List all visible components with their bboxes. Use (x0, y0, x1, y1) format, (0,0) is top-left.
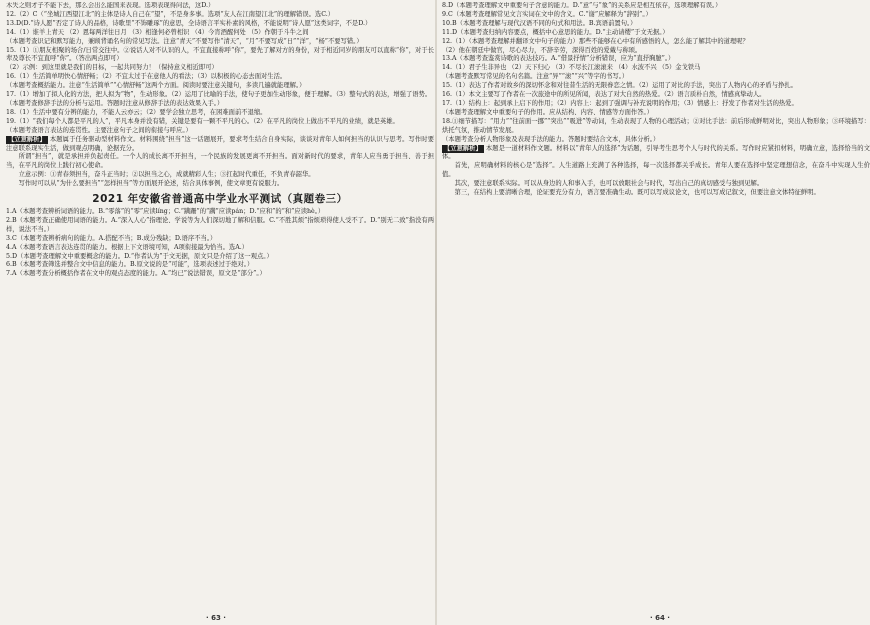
answer-paragraph: （2）示例：到这里就是我们的目标，一起共同努力！（保持意义相近即可） (6, 64, 218, 72)
page-number-left: · 63 · (206, 614, 226, 622)
answer-paragraph: 9.C（本题考查理解常见文言实词在文中的含义。C.“谢”应解释为“辞别”。） (442, 10, 652, 18)
answer-paragraph: 13.D(D.“诗人愿”否定了诗人的品格，诗歌里“不饰雕琢”的意思，全诗语言平实朴素的风格，不能说明“诗人愿”这类词字，不是D.） (6, 19, 372, 27)
essay-paragraph: 立意示例：①青春须担当，奋斗正当时；②以担当之心，成就精彩人生；③扛起时代重任，不负青春韶华。 (18, 171, 315, 179)
right-page (442, 2, 870, 614)
essay-tag: 【立意解析】 (444, 144, 482, 152)
page-number-right: · 64 · (650, 614, 670, 622)
left-top-answers (6, 2, 434, 136)
answer-paragraph: 14.（1）谁羊上青天 （2）恩每两洋往日月 （3）相逢何必曾相识 （4）今宵酒醒何处 （5）作朝于斗牛之间 (6, 28, 309, 36)
answer-paragraph: 5.D（本题考查理解文中重要概念的能力。D.“作者认为”于文无据，原文只是介绍了这一观点。） (6, 252, 273, 260)
answer-paragraph: 17.（1）结构上：起到承上启下的作用；（2）内容上：起到了强调与补充说明的作用；（3）情感上：抒发了作者对生活的热爱。 (442, 99, 798, 107)
answer-paragraph: 13.A（本题考查鉴赏诗歌的表达技巧。A.“借景抒情”分析错误，应为“直抒胸臆”。） (442, 55, 675, 63)
answer-paragraph: 8.D（本题考查理解文中重要句子含意的能力。D.“意”与“象”的关系应是相互依存，选项理解有误。） (442, 2, 722, 9)
answer-paragraph: 4.A（本题考查语言表达连贯的能力。根据上下文语境可知，A项衔接最为恰当。选A.） (6, 243, 249, 251)
answer-paragraph: 14.（1）君子生非异也 （2）天下归心 （3）不尽长江滚滚来 （4）水波不兴 （5）金戈铁马 (442, 64, 701, 72)
answer-paragraph: 16.（1）本文主要写了作者在一次旅途中的所见所闻，表达了对大自然的热爱。（2）语言质朴自然，情感真挚动人。 (442, 91, 766, 99)
answer-paragraph: （本题考查分析人物形象及表现手法的能力。答题时要结合文本，具体分析。） (442, 135, 660, 143)
essay-tag: 【立意解析】 (8, 135, 46, 143)
section-title: 2021 年安徽省普通高中学业水平测试（真题卷三） (92, 193, 348, 206)
answer-paragraph: 17.（1）增加了拟人化的方法，把人拟为“物”，生动形象。（2）运用了比喻的手法，使句子更加生动形象，便于理解。（3）整句式的表达，增强了语势。 (6, 91, 432, 99)
answer-paragraph: 15.（1）表达了作者对故乡的深切怀念和对往昔生活的无限眷恋之情。（2）运用了对比的手法，突出了人物内心的矛盾与挣扎。 (442, 82, 797, 90)
essay-intro (6, 136, 434, 154)
essay-intro (442, 145, 870, 163)
answer-paragraph: 2.B（本题考查正确使用词语的能力。A.“深入人心”指理论、学说等为人们深切地了解和信服。C.“不胜其烦”指烦琐得使人受不了。D.“别无二致”指没有两样，说法不当。） (6, 216, 434, 233)
left-page (6, 2, 434, 614)
answer-paragraph: （2）他在朝廷中做官，尽心尽力，不辞辛劳，深得百姓的爱戴与称颂。 (442, 46, 642, 54)
essay-paragraph: 本题属于任务驱动型材料作文。材料围绕“担当”这一话题展开，要求考生结合自身实际，谈谈对青年人如何担当的认识与思考。写作时要注意联系现实生活，做到观点明确，论据充分。 (6, 135, 434, 152)
answer-paragraph: （本题考查修辞手法的分析与运用。答题时注意从修辞手法的表达效果入手。） (6, 99, 224, 107)
answer-paragraph: 19.（1）“我们每个人都是平凡的人”，平凡本身并没有错，关键是要有一颗不平凡的心。（2）在平凡的岗位上做出不平凡的业绩，就是英雄。 (6, 117, 399, 125)
answer-paragraph: 10.B（本题考查理解与现代汉语不同的句式和用法。B.宾语前置句。） (442, 19, 637, 27)
answer-paragraph: 6.B（本题考查筛选并整合文中信息的能力。B.原文说的是“可能”，选项表述过于绝对。） (6, 261, 254, 269)
answer-paragraph: 12.（1）（本题考查理解并翻译文中句子的能力）那些不能够在心中有所感悟的人，怎么能了解其中的道理呢？ (442, 37, 749, 45)
answer-paragraph: 18.（1）生活中要有分辨的能力，不能人云亦云；（2）要学会独立思考，在困难面前不退缩。 (6, 108, 267, 116)
answer-paragraph: （本题考查默写常见的名句名篇。注意“异”“滚”“兴”等字的书写。） (442, 73, 629, 81)
essay-paragraph: 其次，要注意联系实际。可以从身边的人和事入手，也可以放眼社会与时代，写出自己的真切感受与独到见解。 (454, 180, 764, 188)
answer-paragraph: （本题考查识记和默写能力，兼顾背诵名句的常见写法。注意“青天”不要写作“清天”，“月”不要写成“日”“洋”，“杨”不要写错。） (6, 37, 363, 45)
left-essay-block (6, 136, 434, 189)
answer-paragraph: 12.（2）C（“坐城江西望江北”的主体是诗人自己在“望”，不是身多事。选项“友人在江南望江北”的理解错误。选C.） (6, 10, 335, 18)
essay-paragraph: 首先，应明确材料的核心是“选择”。人生道路上充满了各种选择，每一次选择都关乎成长。青年人要在选择中坚定理想信念，在奋斗中实现人生价值。 (442, 162, 870, 179)
essay-paragraph: 第三，在结构上要清晰合理，论证要充分有力，语言要准确生动。既可以写成议论文，也可以写成记叙文，但要注意文体特征鲜明。 (454, 189, 820, 197)
left-section-answers (6, 208, 434, 279)
right-answers (442, 2, 870, 145)
essay-paragraph: 写作时可以从“为什么要担当”“怎样担当”等方面展开论述，结合具体事例，使文章更有说服力。 (18, 180, 284, 188)
answer-paragraph: 木失之则才子不能下去，那么会出么能国来表现。选项表现得问法，这D.） (6, 2, 215, 9)
answer-paragraph: 15.（1）①朋友相聚的场合/日常交往中。②说话人对不认识的人，不宜直接称呼“你”，要先了解对方的身份，对于相近同岁的朋友可以直称“你”，对于长辈及尊长不宜直呼“你”。（答出两点即可） (6, 46, 434, 63)
page-gutter (435, 0, 437, 625)
answer-paragraph: 18.①细节描写：“用力”“往前面一挪”“突出”“吸进”等动词，生动表现了人物的心理活动；②对比手法：前后形成鲜明对比，突出人物形象；③环境描写：烘托气氛，推动情节发展。 (442, 117, 870, 134)
answer-paragraph: 16.（1）生活简单明快心情舒畅；（2）不宜太过于在意他人的看法；（3）以积极的心态去面对生活。 (6, 73, 287, 81)
answer-paragraph: 11.D（本题考查归纳内容要点，概括中心意思的能力。D.“主动请缨”于文无据。） (442, 28, 669, 36)
answer-paragraph: 3.C（本题考查辨析病句的能力。A.搭配不当；B.成分残缺；D.语序不当。） (6, 234, 217, 242)
essay-paragraph: 本题是一道材料作文题。材料以“青年人的选择”为话题，引导考生思考个人与时代的关系。写作时应紧扣材料，明确立意，选择恰当的文体。 (442, 144, 870, 161)
answer-paragraph: 1.A（本题考查辨析词语的能力。B.“零落”的“零”应读líng；C.“蹒跚”的“蹒”应读pán；D.“应和”的“和”应读hè。） (6, 208, 325, 216)
essay-paragraph: 所谓“担当”，就是承担并负起责任。一个人的成长离不开担当，一个民族的发展更离不开担当。面对新时代的要求，青年人应当勇于担当、善于担当，在平凡的岗位上践行初心使命。 (6, 153, 434, 170)
right-essay-block (442, 145, 870, 198)
answer-paragraph: （本题考查语言表达的连贯性。主要注意句子之间的衔接与呼应。） (6, 126, 192, 134)
answer-paragraph: （本题考查概括能力。注意“生活简单”“心情舒畅”这两个方面。阅读时要注意关键句，多读几遍就能理解。） (6, 82, 306, 90)
answer-paragraph: （本题考查理解文中重要句子的作用。应从结构、内容、情感等方面作答。） (442, 108, 653, 116)
answer-paragraph: 7.A（本题考查分析概括作者在文中的观点态度的能力。A.“均已”说法错误，原文是“部分”。） (6, 270, 266, 278)
